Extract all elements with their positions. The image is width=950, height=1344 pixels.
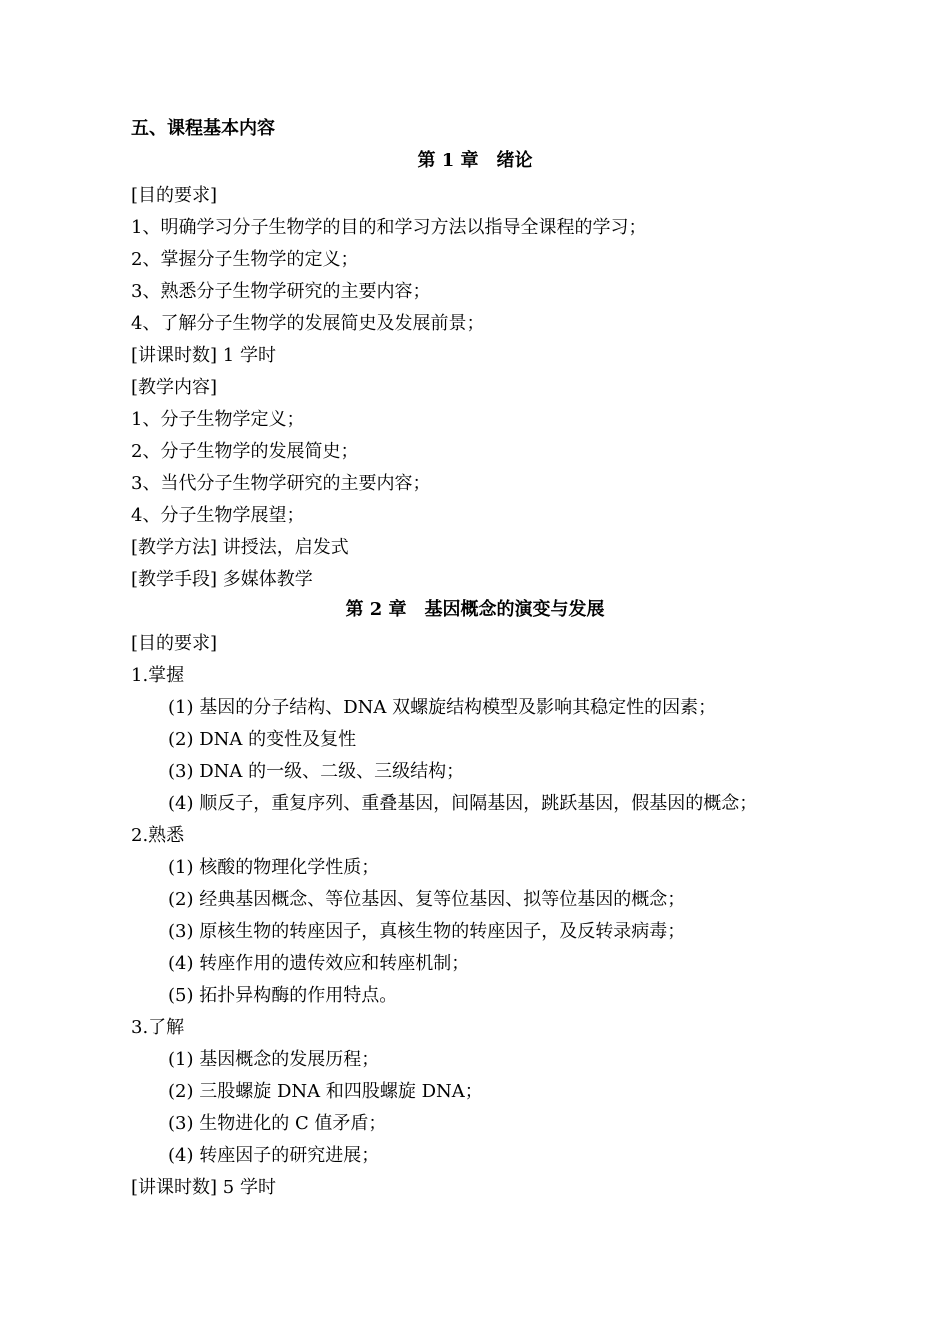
ch1-content-item: 4、分子生物学展望；: [131, 505, 305, 526]
ch1-objective-item: 1、明确学习分子生物学的目的和学习方法以指导全课程的学习；: [131, 217, 647, 238]
ch2-understand-item: (2) 三股螺旋 DNA 和四股螺旋 DNA；: [168, 1081, 483, 1102]
ch1-content-item: 2、分子生物学的发展简史；: [131, 441, 359, 462]
ch2-hours: [讲课时数] 5 学时: [131, 1177, 276, 1198]
ch2-objectives-label: [目的要求]: [131, 633, 218, 654]
ch2-familiar-item: (1) 核酸的物理化学性质；: [168, 857, 380, 878]
ch2-familiar-item: (5) 拓扑异构酶的作用特点。: [168, 985, 398, 1006]
ch1-content-label: [教学内容]: [131, 377, 218, 398]
ch2-master-item: (2) DNA 的变性及复性: [168, 729, 357, 750]
ch2-familiar-item: (4) 转座作用的遗传效应和转座机制；: [168, 953, 470, 974]
ch1-objective-item: 3、熟悉分子生物学研究的主要内容；: [131, 281, 431, 302]
ch2-understand-item: (1) 基因概念的发展历程；: [168, 1049, 380, 1070]
ch2-understand-item: (4) 转座因子的研究进展；: [168, 1145, 380, 1166]
ch2-understand-label: 3.了解: [131, 1017, 185, 1038]
section-heading: 五、课程基本内容: [131, 118, 275, 139]
ch2-master-item: (4) 顺反子，重复序列、重叠基因，间隔基因，跳跃基因，假基因的概念；: [168, 793, 758, 814]
ch1-objectives-label: [目的要求]: [131, 185, 218, 206]
ch1-content-item: 3、当代分子生物学研究的主要内容；: [131, 473, 431, 494]
ch1-content-item: 1、分子生物学定义；: [131, 409, 305, 430]
ch2-understand-item: (3) 生物进化的 C 值矛盾；: [168, 1113, 387, 1134]
ch2-master-item: (3) DNA 的一级、二级、三级结构；: [168, 761, 465, 782]
chapter-2-title: 第 2 章 基因概念的演变与发展: [345, 599, 605, 620]
ch2-familiar-item: (3) 原核生物的转座因子，真核生物的转座因子，及反转录病毒；: [168, 921, 686, 942]
ch1-objective-item: 2、掌握分子生物学的定义；: [131, 249, 359, 270]
ch2-master-label: 1.掌握: [131, 665, 185, 686]
ch2-familiar-label: 2.熟悉: [131, 825, 185, 846]
ch2-master-item: (1) 基因的分子结构、DNA 双螺旋结构模型及影响其稳定性的因素；: [168, 697, 717, 718]
chapter-1-title: 第 1 章 绪论: [417, 150, 533, 171]
ch1-hours: [讲课时数] 1 学时: [131, 345, 276, 366]
ch1-teaching-means: [教学手段] 多媒体教学: [131, 569, 313, 590]
ch1-teaching-method: [教学方法] 讲授法，启发式: [131, 537, 349, 558]
ch1-objective-item: 4、了解分子生物学的发展简史及发展前景；: [131, 313, 485, 334]
ch2-familiar-item: (2) 经典基因概念、等位基因、复等位基因、拟等位基因的概念；: [168, 889, 686, 910]
